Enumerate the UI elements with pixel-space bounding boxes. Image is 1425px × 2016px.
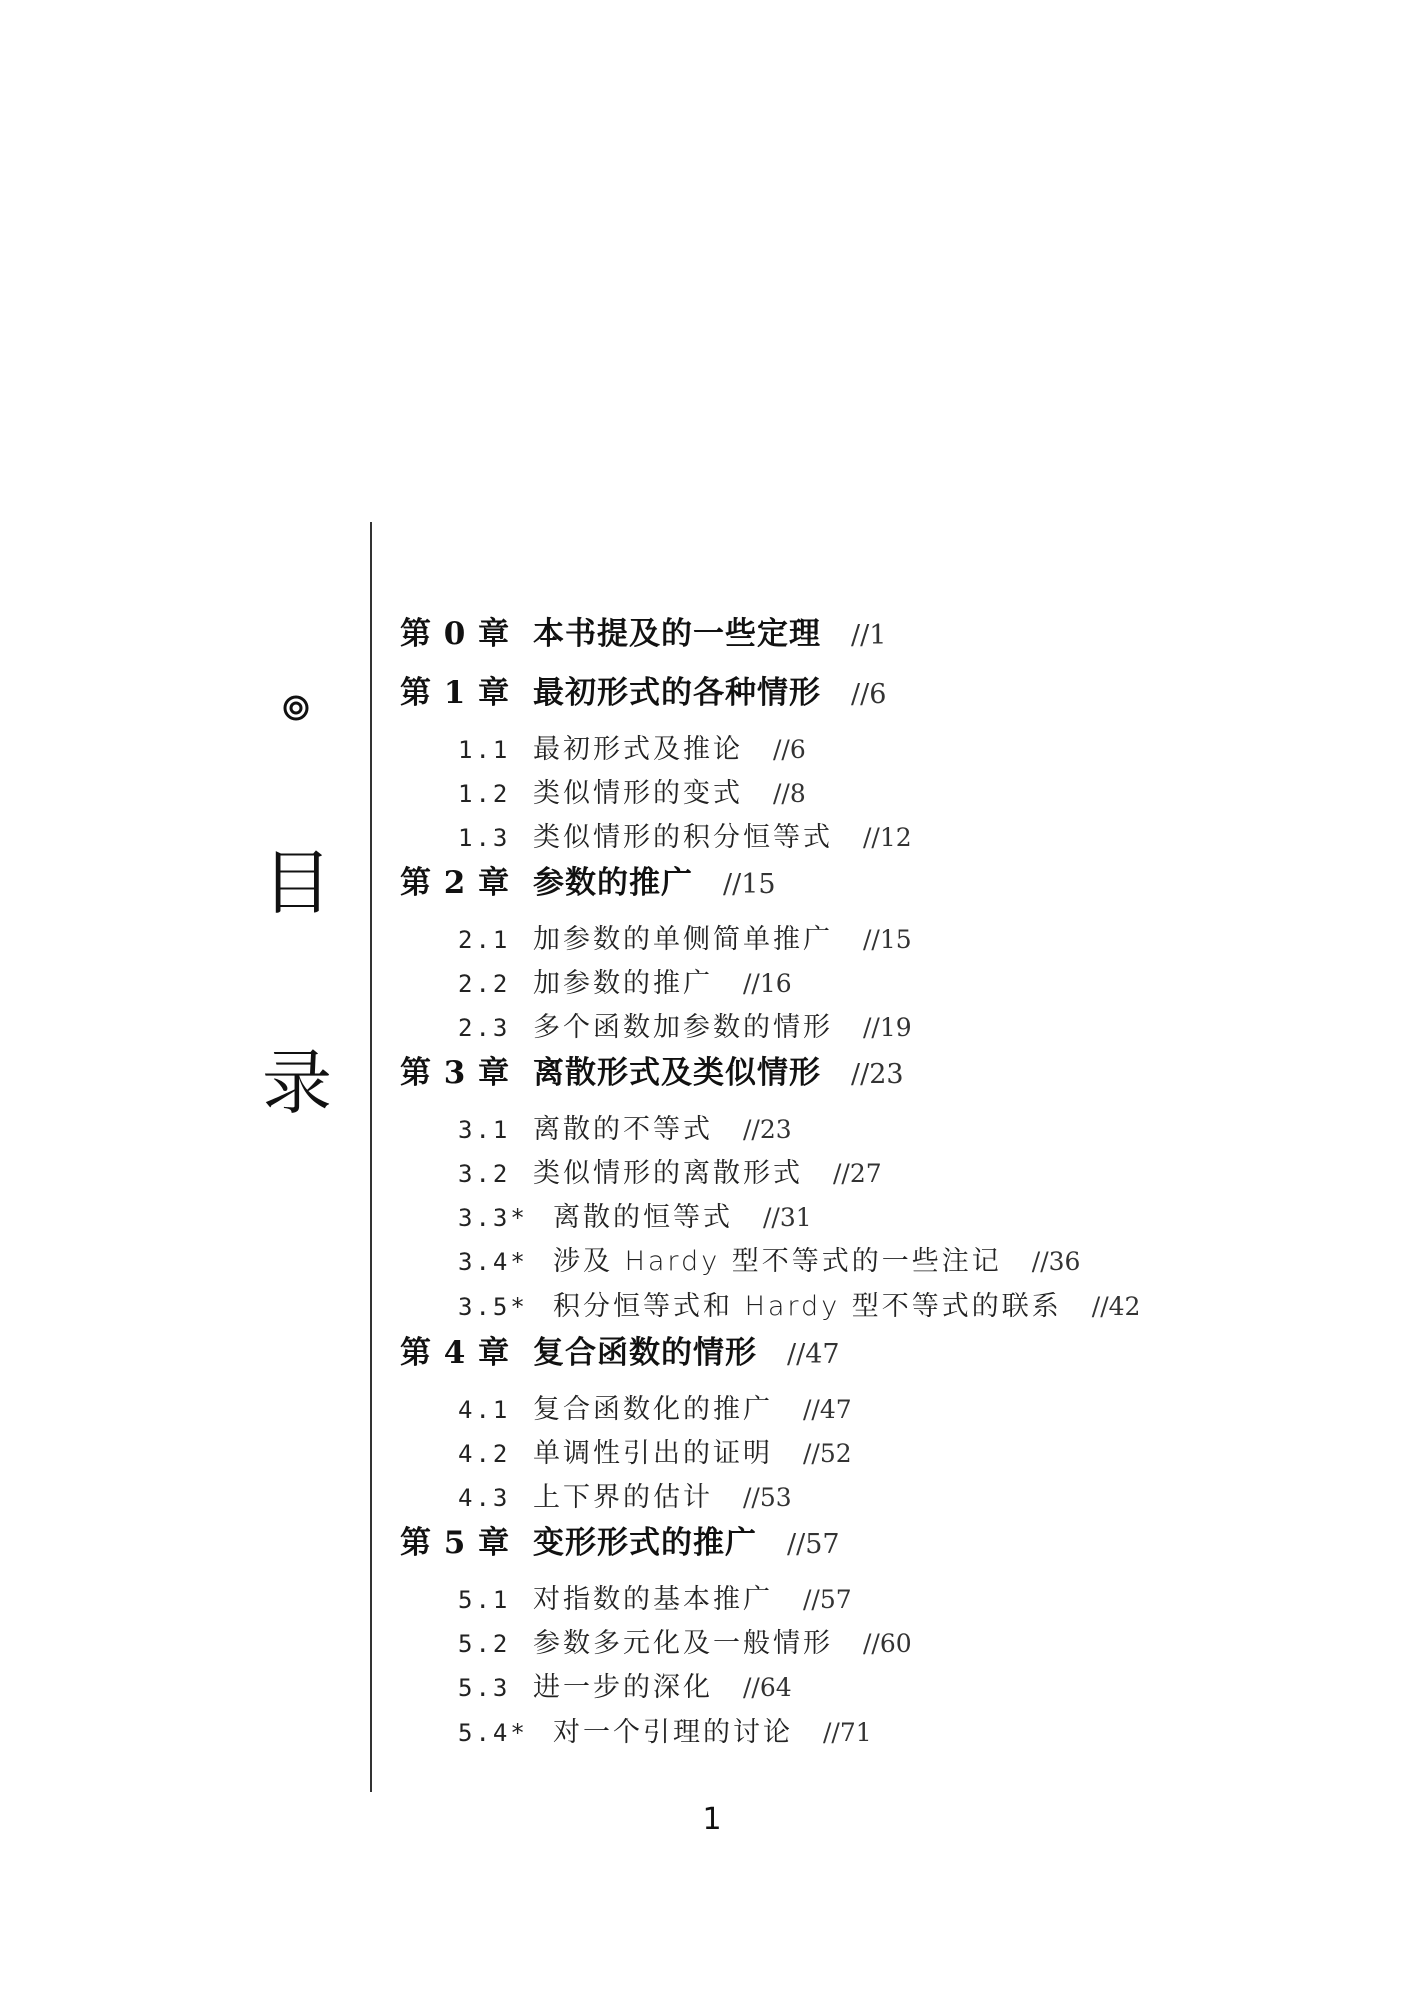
toc-section[interactable] xyxy=(458,1110,792,1150)
section-number: 5.3 xyxy=(458,1674,511,1702)
toc-section[interactable] xyxy=(458,1242,1080,1282)
section-title: 参数多元化及一般情形 xyxy=(533,1628,833,1659)
section-number: 2.2 xyxy=(458,970,511,998)
section-title: 多个函数加参数的情形 xyxy=(533,1012,833,1043)
section-number: 4.1 xyxy=(458,1396,511,1424)
toc-section[interactable] xyxy=(458,1390,852,1430)
chapter-page: //1 xyxy=(851,620,887,651)
section-page: //19 xyxy=(863,1013,912,1042)
section-number: 1.3 xyxy=(458,824,511,852)
section-title: 单调性引出的证明 xyxy=(533,1438,773,1469)
section-title: 加参数的推广 xyxy=(533,968,713,999)
toc-chapter[interactable] xyxy=(400,1521,840,1565)
toc-section[interactable] xyxy=(458,1154,882,1194)
chapter-page: //57 xyxy=(787,1529,840,1560)
toc-chapter[interactable] xyxy=(400,671,886,715)
section-title: 最初形式及推论 xyxy=(533,734,743,765)
chapter-page: //15 xyxy=(723,869,776,900)
section-number: 4.2 xyxy=(458,1440,511,1468)
chapter-label: 第 0 章 xyxy=(400,616,511,652)
toc-section[interactable] xyxy=(458,1580,852,1620)
section-number: 4.3 xyxy=(458,1484,511,1512)
page-number: 1 xyxy=(702,1802,722,1837)
chapter-label: 第 3 章 xyxy=(400,1055,511,1091)
section-page: //12 xyxy=(863,823,912,852)
chapter-page: //23 xyxy=(851,1059,904,1090)
section-number: 2.1 xyxy=(458,926,511,954)
section-number: 1.2 xyxy=(458,780,511,808)
section-title: 对一个引理的讨论 xyxy=(553,1717,793,1748)
chapter-title: 离散形式及类似情形 xyxy=(533,1055,821,1091)
section-title: 加参数的单侧简单推广 xyxy=(533,924,833,955)
toc-chapter[interactable] xyxy=(400,1051,904,1095)
section-number: 3.4* xyxy=(458,1248,528,1276)
section-title: 积分恒等式和 Hardy 型不等式的联系 xyxy=(553,1291,1062,1322)
section-page: //27 xyxy=(833,1159,882,1188)
section-title: 对指数的基本推广 xyxy=(533,1584,773,1615)
chapter-label: 第 1 章 xyxy=(400,675,511,711)
section-page: //8 xyxy=(773,779,806,808)
section-title: 类似情形的变式 xyxy=(533,778,743,809)
section-number: 3.3* xyxy=(458,1204,528,1232)
section-title: 类似情形的离散形式 xyxy=(533,1158,803,1189)
toc-section[interactable] xyxy=(458,1434,852,1474)
section-page: //60 xyxy=(863,1629,912,1658)
chapter-page: //47 xyxy=(787,1339,840,1370)
chapter-label: 第 4 章 xyxy=(400,1335,511,1371)
section-page: //36 xyxy=(1031,1247,1081,1276)
section-number: 5.1 xyxy=(458,1586,511,1614)
chapter-label: 第 5 章 xyxy=(400,1525,511,1561)
section-page: //53 xyxy=(743,1483,792,1512)
section-number: 5.2 xyxy=(458,1630,511,1658)
chapter-title: 最初形式的各种情形 xyxy=(533,675,821,711)
section-title: 上下界的估计 xyxy=(533,1482,713,1513)
toc-section[interactable] xyxy=(458,964,792,1004)
section-number: 5.4* xyxy=(458,1719,528,1747)
chapter-title: 参数的推广 xyxy=(533,865,693,901)
toc-section[interactable] xyxy=(458,730,806,770)
toc-section[interactable] xyxy=(458,1008,912,1048)
chapter-title: 复合函数的情形 xyxy=(533,1335,757,1371)
toc-section[interactable] xyxy=(458,1287,1140,1327)
section-title: 离散的不等式 xyxy=(533,1114,713,1145)
chapter-title: 本书提及的一些定理 xyxy=(533,616,821,652)
toc-section[interactable] xyxy=(458,1624,912,1664)
section-page: //15 xyxy=(863,925,912,954)
section-number: 3.1 xyxy=(458,1116,511,1144)
section-page: //71 xyxy=(823,1718,872,1747)
section-page: //52 xyxy=(803,1439,852,1468)
section-title: 离散的恒等式 xyxy=(553,1202,733,1233)
toc-section[interactable] xyxy=(458,1713,872,1753)
section-page: //47 xyxy=(803,1395,852,1424)
chapter-title: 变形形式的推广 xyxy=(533,1525,757,1561)
section-title: 类似情形的积分恒等式 xyxy=(533,822,833,853)
section-page: //23 xyxy=(743,1115,792,1144)
side-title-char-mu: 目 xyxy=(262,842,332,924)
chapter-page: //6 xyxy=(851,679,887,710)
section-number: 1.1 xyxy=(458,736,511,764)
section-number: 3.2 xyxy=(458,1160,511,1188)
section-page: //64 xyxy=(743,1673,792,1702)
toc-chapter[interactable] xyxy=(400,612,886,656)
section-title: 进一步的深化 xyxy=(533,1672,713,1703)
section-title: 复合函数化的推广 xyxy=(533,1394,773,1425)
toc-chapter[interactable] xyxy=(400,861,776,905)
toc-section[interactable] xyxy=(458,774,806,814)
section-number: 3.5* xyxy=(458,1293,528,1321)
toc-chapter[interactable] xyxy=(400,1331,840,1375)
section-page: //42 xyxy=(1091,1292,1141,1321)
section-number: 2.3 xyxy=(458,1014,511,1042)
toc-section[interactable] xyxy=(458,1478,792,1518)
section-page: //31 xyxy=(763,1203,812,1232)
toc-section[interactable] xyxy=(458,1668,792,1708)
side-title-char-lu: 录 xyxy=(262,1042,332,1124)
toc-section[interactable] xyxy=(458,818,912,858)
toc-section[interactable] xyxy=(458,920,912,960)
toc-section[interactable] xyxy=(458,1198,812,1238)
section-page: //16 xyxy=(743,969,792,998)
section-title: 涉及 Hardy 型不等式的一些注记 xyxy=(553,1246,1002,1277)
section-page: //6 xyxy=(773,735,806,764)
chapter-label: 第 2 章 xyxy=(400,865,511,901)
section-page: //57 xyxy=(803,1585,852,1614)
